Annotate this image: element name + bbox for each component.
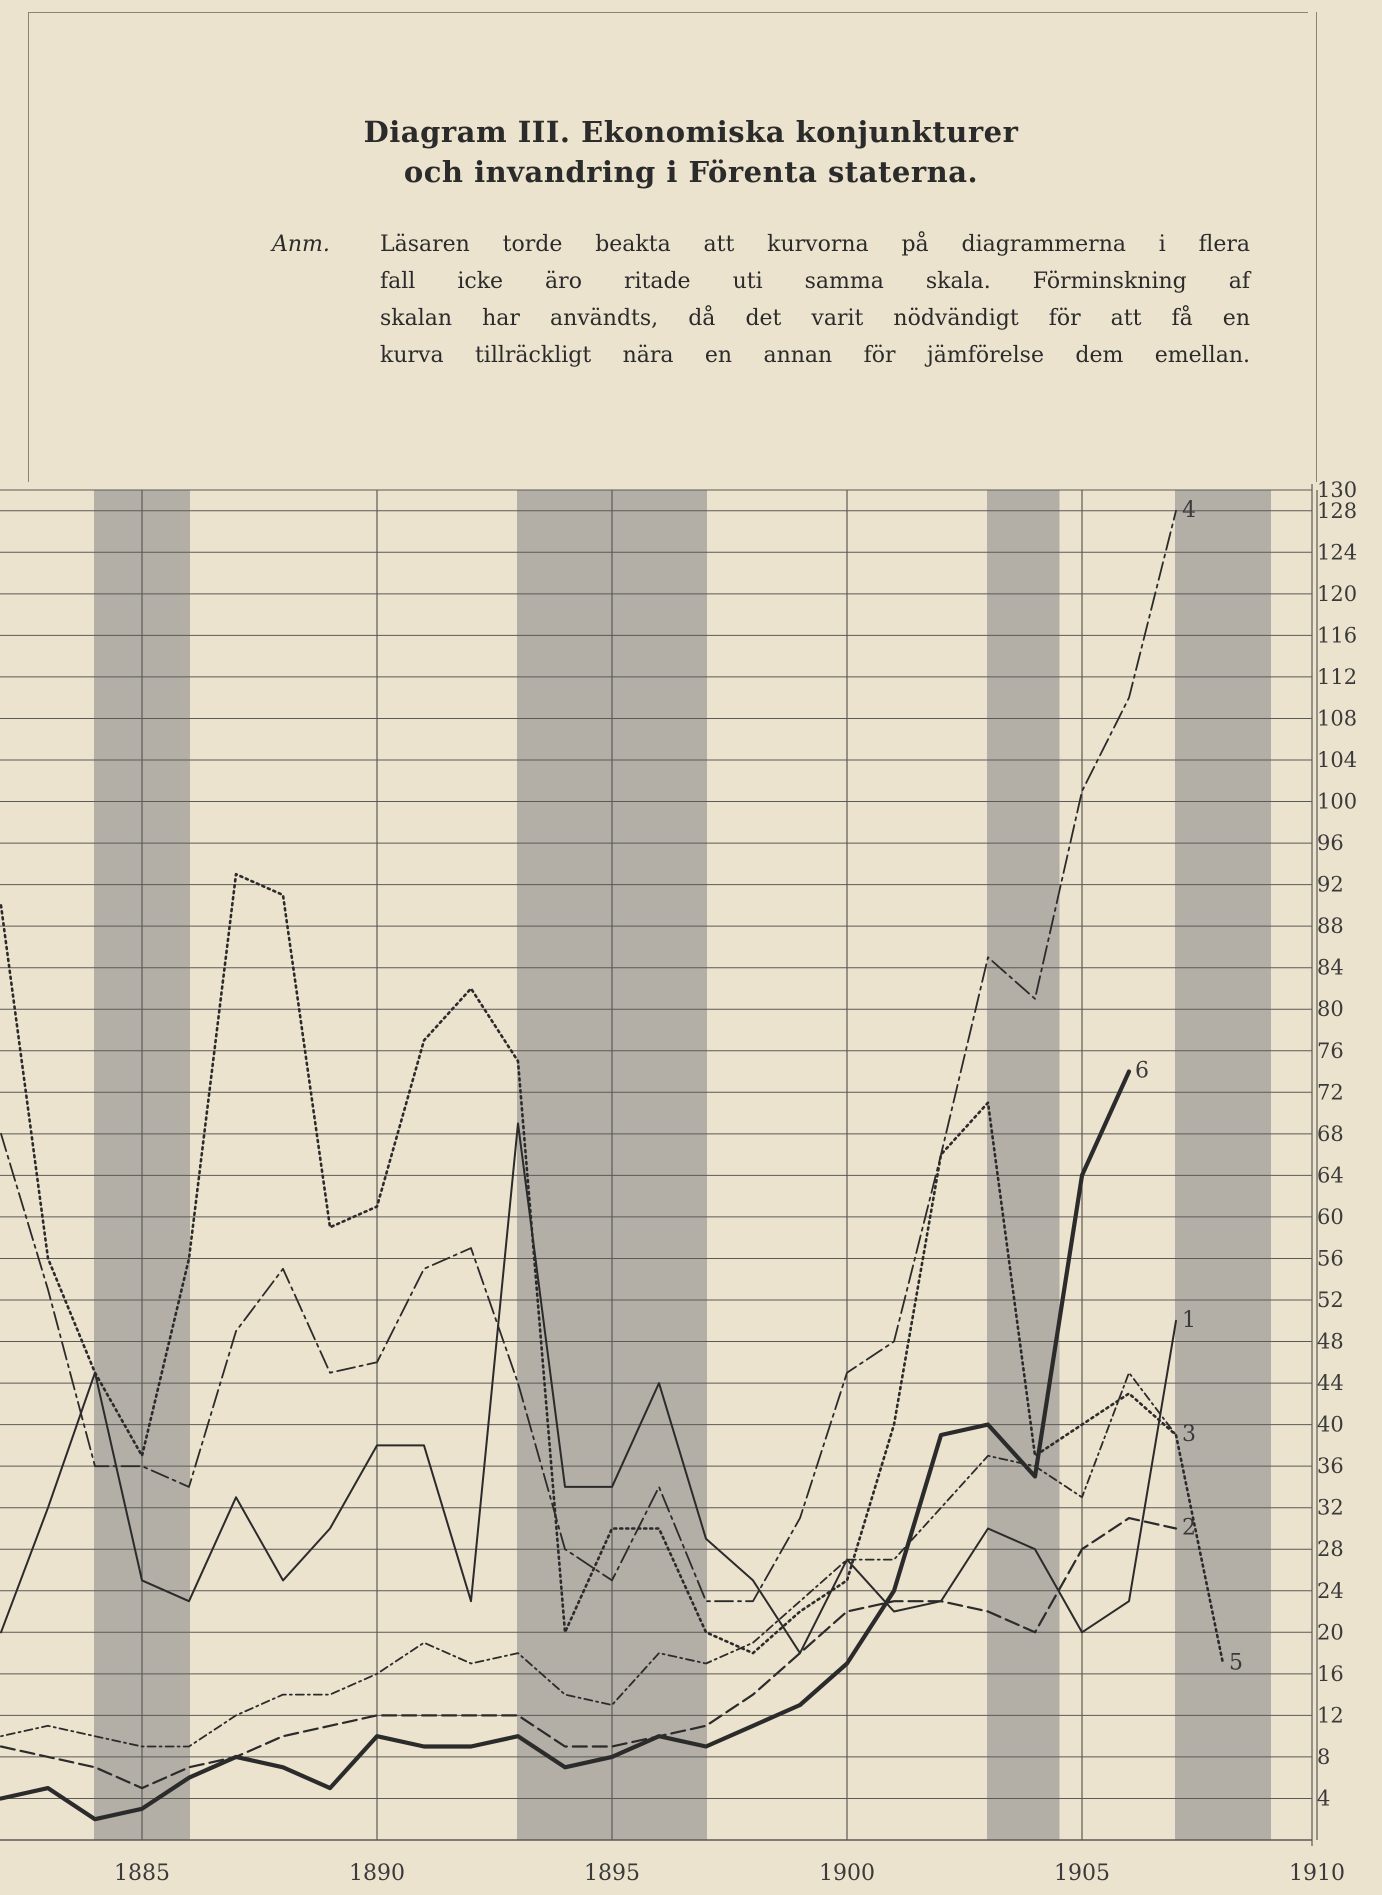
y-tick-label-36: 36 xyxy=(1317,1454,1344,1479)
y-tick-label-68: 68 xyxy=(1317,1121,1344,1146)
series-label-2: 2 xyxy=(1182,1515,1196,1541)
y-tick-label-84: 84 xyxy=(1317,955,1344,980)
series-label-6: 6 xyxy=(1135,1058,1149,1084)
y-tick-label-60: 60 xyxy=(1317,1204,1344,1229)
y-tick-label-128: 128 xyxy=(1317,498,1358,523)
x-tick-label-1905: 1905 xyxy=(1054,1861,1110,1886)
note-label: Anm. xyxy=(272,232,330,257)
y-tick-label-8: 8 xyxy=(1317,1744,1331,1769)
y-tick-label-88: 88 xyxy=(1317,914,1344,939)
x-tick-label-1900: 1900 xyxy=(819,1861,875,1886)
y-tick-label-108: 108 xyxy=(1317,706,1358,731)
y-tick-label-32: 32 xyxy=(1317,1495,1344,1520)
y-tick-label-116: 116 xyxy=(1317,623,1358,648)
note-line-2: fall icke äro ritade uti samma skala. Förminskning af xyxy=(380,269,1250,294)
note-line-3: skalan har användts, då det varit nödvändigt för att få en xyxy=(380,306,1250,331)
x-tick-label-1895: 1895 xyxy=(584,1861,640,1886)
y-tick-label-48: 48 xyxy=(1317,1329,1344,1354)
line-chart xyxy=(0,470,1382,1895)
y-tick-label-76: 76 xyxy=(1317,1038,1344,1063)
y-tick-label-24: 24 xyxy=(1317,1578,1344,1603)
page-frame-top xyxy=(28,12,1308,13)
y-tick-label-80: 80 xyxy=(1317,997,1344,1022)
y-tick-label-44: 44 xyxy=(1317,1371,1344,1396)
title-line-2: och invandring i Förenta staterna. xyxy=(403,155,979,189)
y-tick-label-96: 96 xyxy=(1317,831,1344,856)
y-tick-label-104: 104 xyxy=(1317,748,1358,772)
y-tick-label-40: 40 xyxy=(1317,1412,1344,1437)
shaded-period-4 xyxy=(1175,490,1271,1840)
series-label-1: 1 xyxy=(1182,1307,1196,1333)
page-frame-right xyxy=(1316,12,1317,482)
y-tick-label-124: 124 xyxy=(1317,540,1358,565)
note-text xyxy=(380,226,1250,374)
series-label-5: 5 xyxy=(1229,1650,1243,1676)
note-line-1: Läsaren torde beakta att kurvorna på diagrammerna i flera xyxy=(380,232,1250,257)
y-tick-label-100: 100 xyxy=(1317,789,1358,814)
y-tick-label-120: 120 xyxy=(1317,581,1358,606)
y-tick-label-56: 56 xyxy=(1317,1246,1344,1271)
y-tick-label-64: 64 xyxy=(1317,1163,1344,1188)
y-tick-label-12: 12 xyxy=(1317,1703,1344,1728)
x-tick-label-1885: 1885 xyxy=(114,1861,170,1886)
y-tick-label-16: 16 xyxy=(1317,1661,1344,1686)
y-tick-label-112: 112 xyxy=(1317,664,1358,689)
note-line-4: kurva tillräckligt nära en annan för jämförelse dem emellan. xyxy=(380,343,1250,368)
diagram-title xyxy=(0,112,1382,192)
y-tick-label-52: 52 xyxy=(1317,1288,1344,1312)
shaded-period-3 xyxy=(987,490,1060,1840)
x-tick-label-1890: 1890 xyxy=(349,1861,405,1886)
y-tick-label-4: 4 xyxy=(1317,1786,1331,1811)
y-tick-label-92: 92 xyxy=(1317,872,1344,897)
series-label-4: 4 xyxy=(1182,497,1196,523)
y-tick-label-130: 130 xyxy=(1317,478,1358,502)
y-tick-label-20: 20 xyxy=(1317,1620,1344,1645)
y-tick-label-72: 72 xyxy=(1317,1080,1344,1105)
y-tick-label-28: 28 xyxy=(1317,1537,1344,1562)
x-tick-label-1910: 1910 xyxy=(1289,1861,1345,1886)
series-label-3: 3 xyxy=(1182,1422,1196,1447)
title-line-1: Diagram III. Ekonomiska konjunkturer xyxy=(363,115,1019,149)
page-frame-left xyxy=(28,12,29,482)
